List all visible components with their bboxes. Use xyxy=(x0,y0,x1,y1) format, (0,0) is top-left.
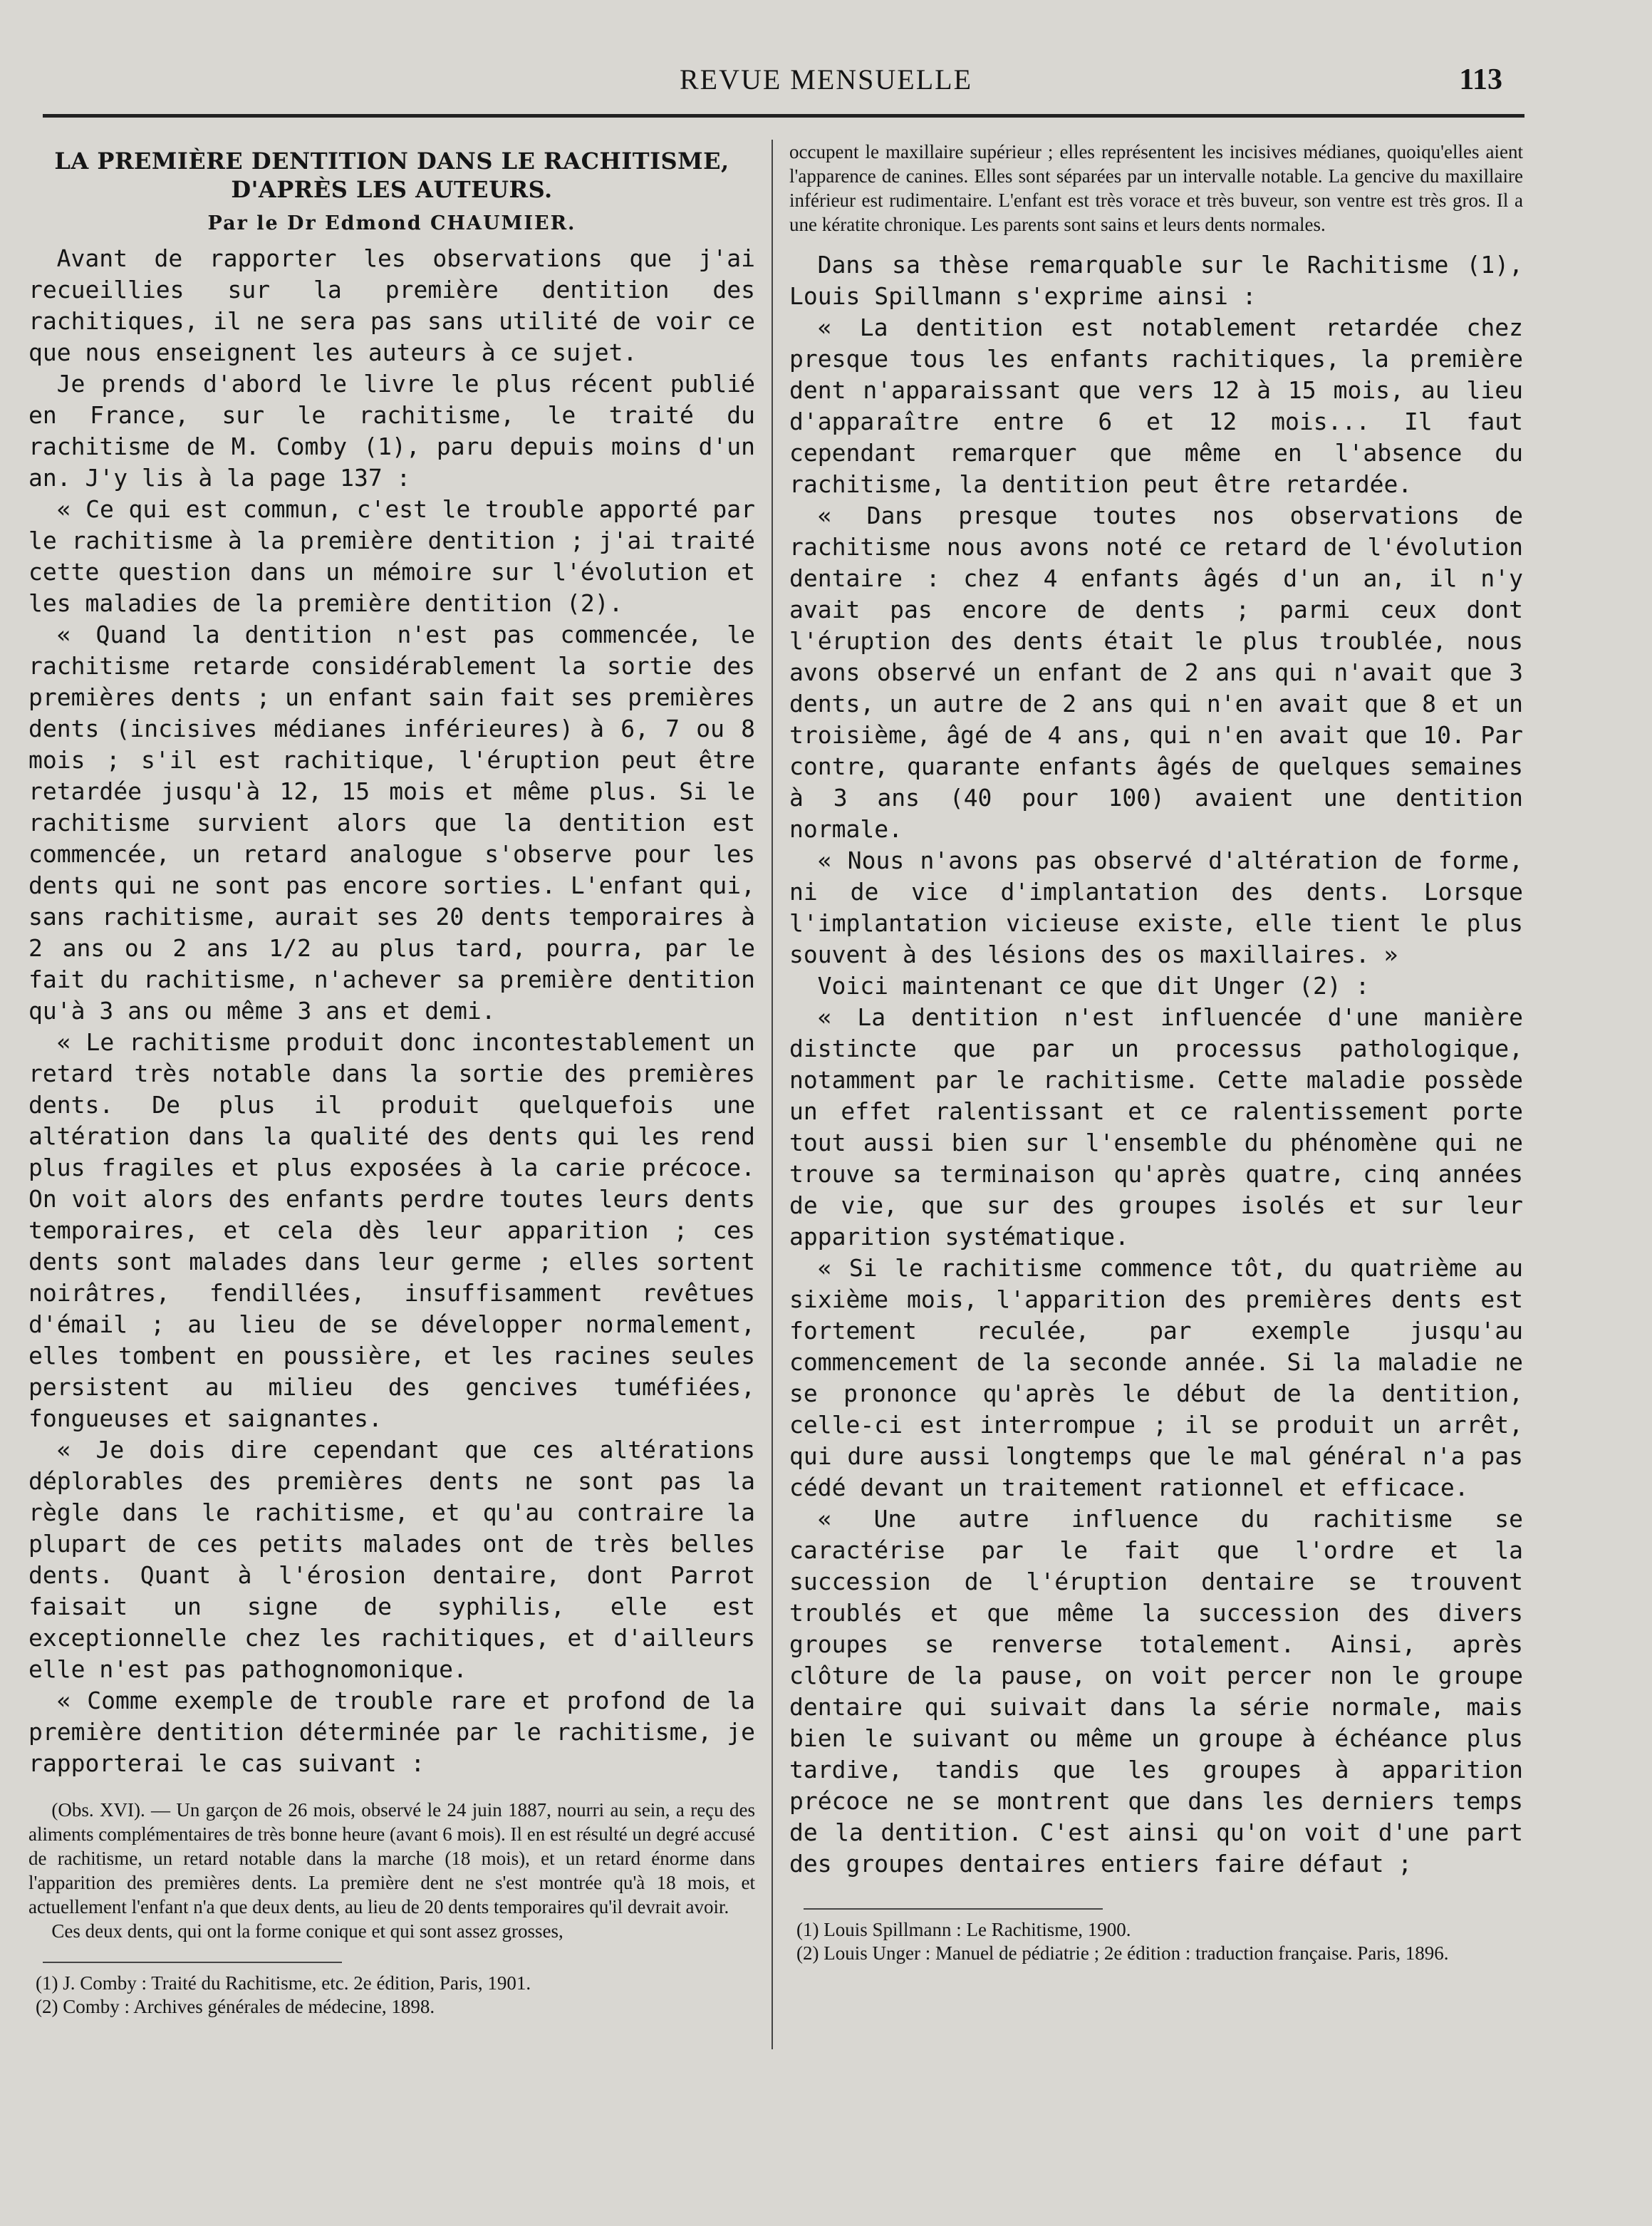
paragraph: « Quand la dentition n'est pas commencée, le rachitisme retarde considérablement la sortie des premières dents ; un enfant sain fait ses premières dents (incisives médianes inférieures) à 6, 7 ou 8 mois ; s'il est rachitique, l'éruption peut être retardée jusqu'à 12, 15 mois et même plus. Si le rachitisme survient alors que la dentition est commencée, un retard analogue s'observe pour les dents qui ne sont pas encore sorties. L'enfant qui, sans rachitisme, aurait ses 20 dents temporaires à 2 ans ou 2 ans 1/2 au plus tard, pourra, par le fait du rachitisme, n'achever sa première dentition qu'à 3 ans ou même 3 ans et demi. xyxy=(28,621,755,1025)
paragraph: Avant de rapporter les observations que j'ai recueillies sur la première dentition des rachitiques, il ne sera pas sans utilité de voir ce que nous enseignent les auteurs à ce sujet. xyxy=(28,244,755,366)
paragraph: « Une autre influence du rachitisme se caractérise par le fait que l'ordre et la succession de l'éruption dentaire se trouvent troublés et que même la succession des divers groupes se renverse totalement. Ainsi, après clôture de la pause, on voit percer non le groupe dentaire qui suivait dans la série normale, mais bien le suivant ou même un groupe à échéance plus tardive, tandis que les groupes à apparition précoce ne se montrent que dans les derniers temps de la dentition. C'est ainsi qu'on voit d'une part des groupes dentaires entiers faire défaut ; xyxy=(789,1505,1523,1878)
paragraph: « Nous n'avons pas observé d'altération de forme, ni de vice d'implantation des dents. Lorsque l'implantation vicieuse existe, elle tient le plus souvent à des lésions des os maxillaires. » xyxy=(789,847,1523,968)
article-title xyxy=(28,147,755,204)
running-header xyxy=(0,58,1652,101)
paragraph: « Ce qui est commun, c'est le trouble apporté par le rachitisme à la première dentition ; j'ai traité cette question dans un mémoire sur l'évolution et les maladies de la première dentition (2). xyxy=(28,495,755,617)
footnote: (1) Louis Spillmann : Le Rachitisme, 1900. xyxy=(796,1919,1131,1940)
footnote-rule xyxy=(804,1908,1103,1910)
observation-text: Ces deux dents, qui ont la forme conique et qui sont assez grosses, xyxy=(51,1920,563,1942)
paragraph: « Je dois dire cependant que ces altérations déplorables des premières dents ne sont pas la règle dans le rachitisme, et qu'au contraire la plupart de ces petits malades ont de très belles dents. Quant à l'érosion dentaire, dont Parrot faisait un signe de syphilis, elle est exceptionnelle chez les rachitiques, et d'ailleurs elle n'est pas pathognomonique. xyxy=(28,1436,755,1683)
article-title-line-1: LA PREMIÈRE DENTITION DANS LE RACHITISME, xyxy=(54,147,729,175)
running-title: REVUE MENSUELLE xyxy=(679,63,973,95)
paragraph: « La dentition n'est influencée d'une manière distincte que par un processus pathologique, notamment par le rachitisme. Cette maladie possède un effet ralentissant et ce ralentissement porte tout aussi bien sur l'ensemble du phénomène qui ne trouve sa terminaison qu'après quatre, cinq années de vie, que sur des groupes isolés et sur leur apparition systématique. xyxy=(789,1003,1523,1251)
column-divider xyxy=(772,140,773,2049)
footnote: (2) Louis Unger : Manuel de pédiatrie ; 2e édition : traduction française. Paris, 1896. xyxy=(796,1942,1449,1964)
footnote-rule xyxy=(43,1962,342,1963)
paragraph: Je prends d'abord le livre le plus récent publié en France, sur le rachitisme, le traité du rachitisme de M. Comby (1), paru depuis moins d'un an. J'y lis à la page 137 : xyxy=(28,370,755,492)
footnote: (1) J. Comby : Traité du Rachitisme, etc. 2e édition, Paris, 1901. xyxy=(36,1972,531,1994)
article-title-line-2: D'APRÈS LES AUTEURS. xyxy=(231,176,553,203)
header-rule xyxy=(43,114,1524,118)
observation-continued: occupent le maxillaire supérieur ; elles représentent les incisives médianes, quoiqu'elles aient l'apparence de canines. Elles sont séparées par un intervalle notable. La gencive du maxillaire inférieur est rudimentaire. L'enfant est très vorace et très buveur, son ventre est très gros. Il a une kératite chronique. Les parents sont sains et leurs dents normales. xyxy=(789,141,1523,235)
article-byline: Par le Dr Edmond CHAUMIER. xyxy=(207,212,576,234)
paragraph: « Le rachitisme produit donc incontestablement un retard très notable dans la sortie des premières dents. De plus il produit quelquefois une altération dans la qualité des dents qui les rend plus fragiles et plus exposées à la carie précoce. On voit alors des enfants perdre toutes leurs dents temporaires, et cela dès leur apparition ; ces dents sont malades dans leur germe ; elles sortent noirâtres, fendillées, insuffisamment revêtues d'émail ; au lieu de se développer normalement, elles tombent en poussière, et les racines seules persistent au milieu des gencives tuméfiées, fongueuses et saignantes. xyxy=(28,1028,755,1432)
paragraph: « Si le rachitisme commence tôt, du quatrième au sixième mois, l'apparition des premières dents est fortement reculée, par exemple jusqu'au commencement de la seconde année. Si la maladie ne se prononce qu'après le début de la dentition, celle-ci est interrompue ; il se produit un arrêt, qui dure aussi longtemps que le mal général n'a pas cédé devant un traitement rationnel et efficace. xyxy=(789,1254,1523,1501)
paragraph: « Dans presque toutes nos observations de rachitisme nous avons noté ce retard de l'évolution dentaire : chez 4 enfants âgés d'un an, il n'y avait pas encore de dents ; parmi ceux dont l'éruption des dents était le plus troublée, nous avons observé un enfant de 2 ans qui n'avait que 3 dents, un autre de 2 ans qui n'en avait que 8 et un troisième, âgé de 4 ans, qui n'en avait que 10. Par contre, quarante enfants âgés de quelques semaines à 3 ans (40 pour 100) avaient une dentition normale. xyxy=(789,502,1523,843)
left-column xyxy=(28,140,755,2019)
paragraph: « Comme exemple de trouble rare et profond de la première dentition déterminée par le rachitisme, je rapporterai le cas suivant : xyxy=(28,1687,755,1777)
observation-text: (Obs. XVI). — Un garçon de 26 mois, observé le 24 juin 1887, nourri au sein, a reçu des aliments complémentaires de très bonne heure (avant 6 mois). Il en est résulté un degré accusé de rachitisme, un retard notable dans la marche (18 mois), et un retard énorme dans l'apparition des premières dents. La première dent ne s'est montrée qu'à 18 mois, et actuellement l'enfant n'a que deux dents, au lieu de 20 dents temporaires qu'il devrait avoir. xyxy=(28,1799,755,1917)
observation-block xyxy=(28,1798,755,1943)
paragraph: Voici maintenant ce que dit Unger (2) : xyxy=(817,972,1370,1000)
paragraph: Dans sa thèse remarquable sur le Rachitisme (1), Louis Spillmann s'exprime ainsi : xyxy=(789,251,1523,310)
right-column xyxy=(789,140,1523,1965)
footnote: (2) Comby : Archives générales de médecine, 1898. xyxy=(36,1996,435,2017)
page-number: 113 xyxy=(1459,63,1502,96)
paragraph: « La dentition est notablement retardée chez presque tous les enfants rachitiques, la première dent n'apparaissant que vers 12 à 15 mois, au lieu d'apparaître entre 6 et 12 mois... Il faut cependant remarquer que même en l'absence du rachitisme, la dentition peut être retardée. xyxy=(789,314,1523,498)
